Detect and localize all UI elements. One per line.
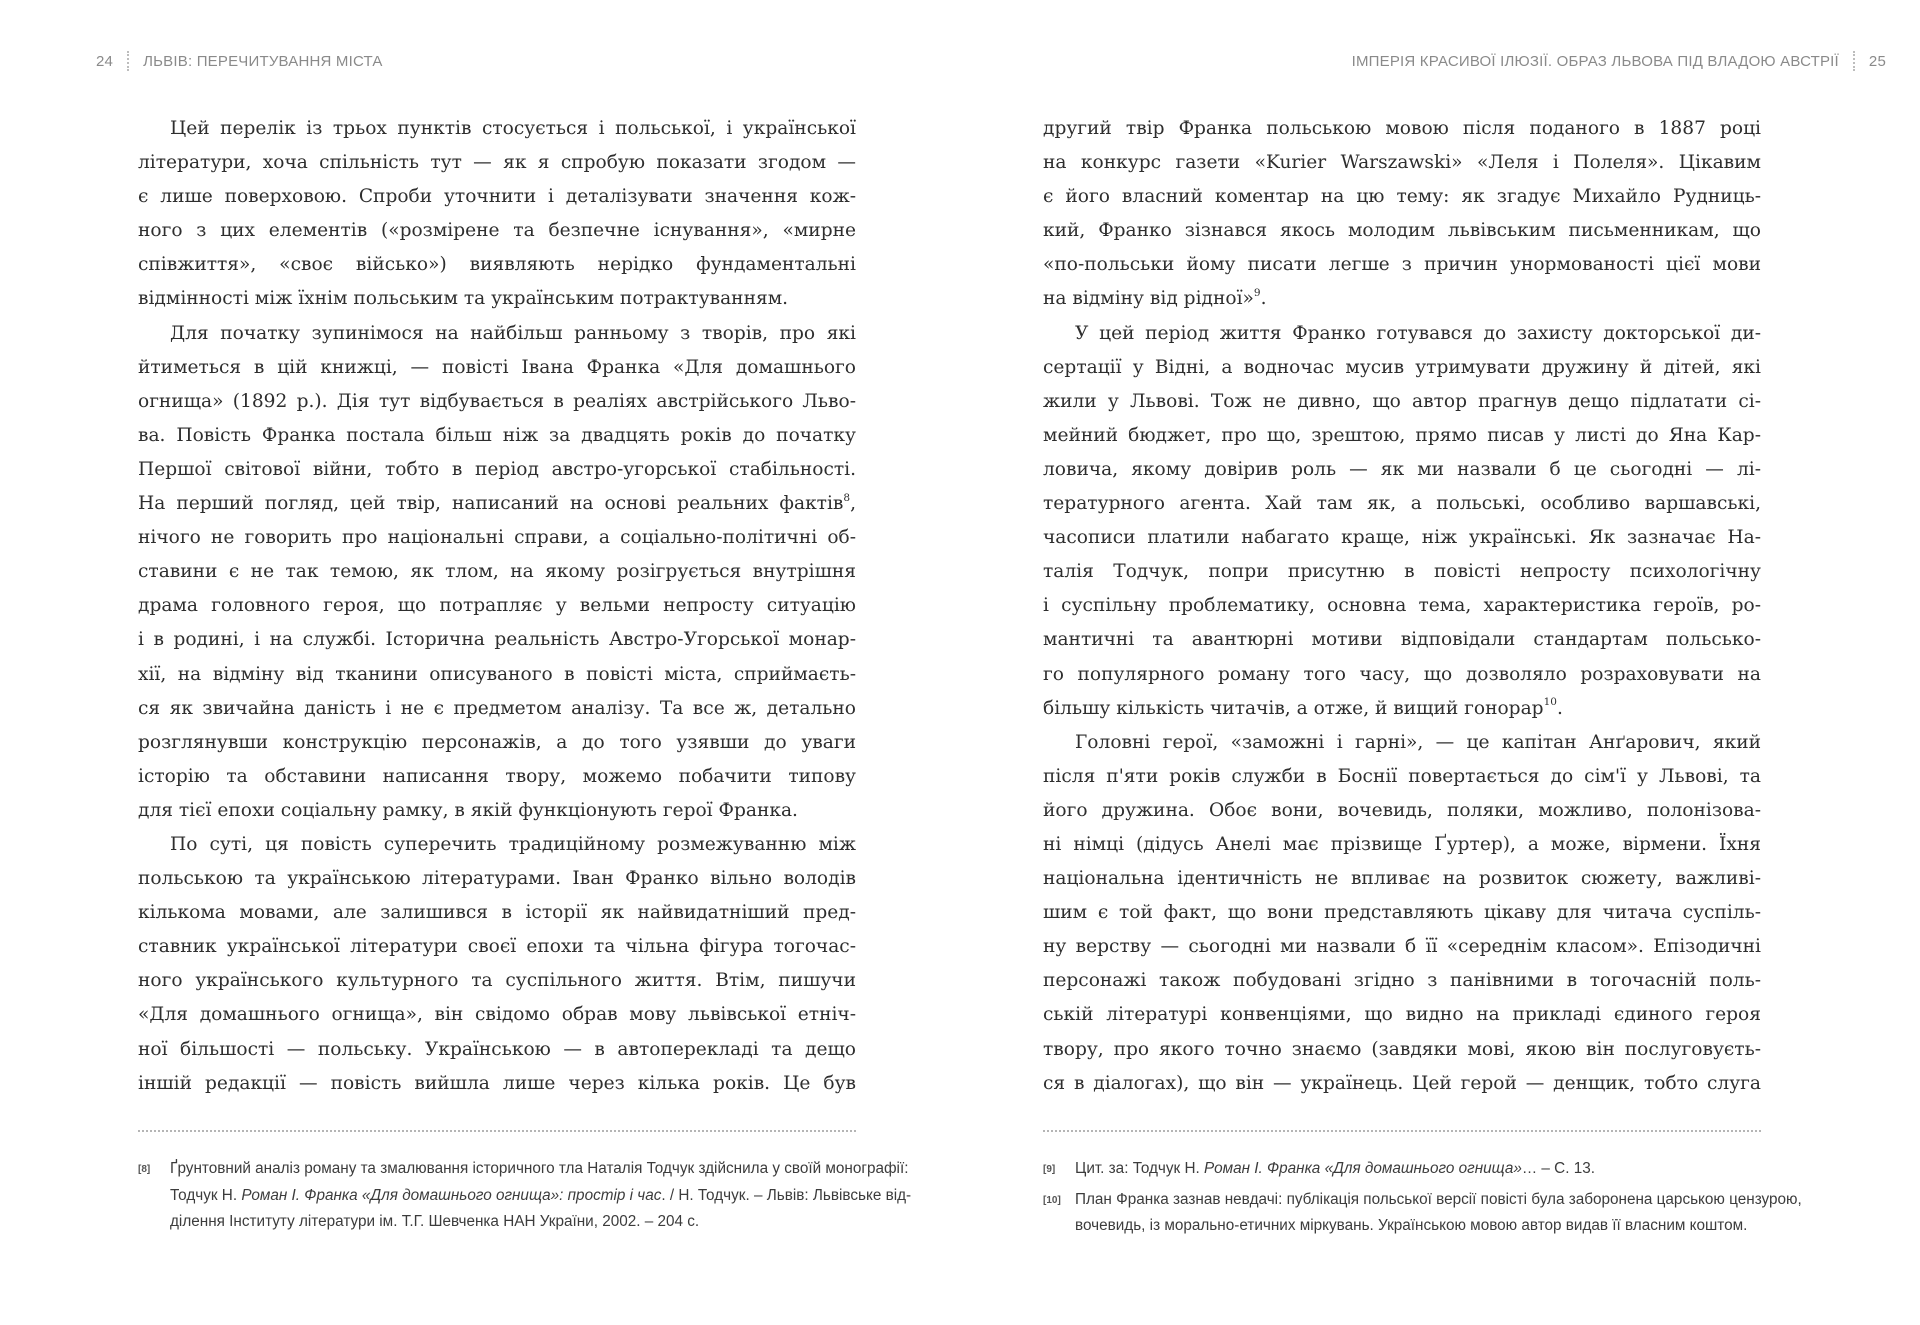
footnote-title: Роман І. Франка «Для домашнього огнища» [1204, 1160, 1522, 1177]
page-number-left: 24 [96, 52, 114, 70]
text-line: шим є той факт, що вони представляють цікаву для читача суспіль- [1043, 902, 1761, 924]
text-line: персонажі також побудовані згідно з панівними в тогочасній поль- [1043, 970, 1761, 992]
text-line: і в родині, і на службі. Історична реальність Австро-Угорської монар- [138, 629, 856, 651]
text-line: мейний бюджет, про що, зрештою, прямо писав у листі до Яна Кар- [1043, 424, 1761, 446]
footnote-divider [138, 1130, 856, 1132]
text-line: хії, на відміну від тканини описуваного в повісті міста, сприймаєть- [138, 663, 856, 685]
footnote-text: … – С. 13. [1521, 1160, 1595, 1177]
text-line: жили у Львові. Тож не дивно, що автор прагнув дещо підлатати сі- [1043, 390, 1761, 412]
text-line: ся як звичайна даність і не є предметом аналізу. Та все ж, детально [138, 697, 856, 719]
text-line: кий, Франко зізнався якось молодим львівським письменникам, що [1043, 220, 1761, 242]
text-line: огнища» (1892 р.). Дія тут відбувається в реаліях австрійського Льво- [138, 390, 856, 412]
footnote-author: Тодчук Н. [170, 1186, 242, 1204]
text-line: Головні герої, «заможні і гарні», — це капітан Анґарович, який [1075, 731, 1761, 753]
text-line: йтиметься в цій книжці, — повісті Івана Франка «Для домашнього [138, 356, 856, 378]
running-head-title-right: ІМПЕРІЯ КРАСИВОЇ ІЛЮЗІЇ. ОБРАЗ ЛЬВОВА ПІД ВЛАДОЮ АВСТРІЇ [1351, 52, 1839, 70]
text-line: національна ідентичність не впливає на розвиток сюжету, важливі- [1043, 868, 1761, 890]
footnote-line: вочевидь, із морально-етичних міркувань. Українською мовою автор видав її власним коштом. [1075, 1217, 1748, 1234]
text-line: ного з цих елементів («розмірене та безпечне існування», «мирне [138, 220, 856, 242]
text-line: його дружина. Обоє вони, вочевидь, поляки, можливо, полонізова- [1043, 799, 1761, 821]
text-line: другий твір Франка польською мовою після поданого в 1887 році [1043, 118, 1761, 139]
footnote-line [1075, 1156, 1761, 1183]
footnote-text: . / Н. Тодчук. – Львів: Львівське від- [661, 1186, 912, 1204]
text-line: мантичні та авантюрні мотиви відповідали стандартам польсько- [1043, 629, 1761, 651]
right-running-head [1352, 51, 1886, 71]
footnote-line: ділення Інституту літератури ім. Т.Г. Шевченка НАН України, 2002. – 204 с. [170, 1213, 700, 1230]
text-line-with-ref: На перший погляд, цей твір, написаний на основі реальних фактів$^8$, [138, 491, 856, 515]
footnote-number: [9] [1043, 1164, 1056, 1175]
text-line: історію та обставини написання твору, можемо побачити типову [138, 765, 856, 787]
text-line: ся в діалогах), що він — українець. Цей герой — денщик, тобто слуга [1043, 1072, 1761, 1094]
text-line: ставини є не так темою, як тлом, на якому розігрується внутрішня [138, 561, 856, 583]
left-body-text [138, 112, 856, 1101]
text-line: драма головного героя, що потрапляє у вельми непросту ситуацію [138, 595, 856, 617]
text-line: ставник української літератури своєї епохи та чільна фігура тогочас- [138, 936, 856, 958]
text-line: розглянувши конструкцію персонажів, а до того узявши до уваги [138, 731, 856, 753]
text-line: і суспільну проблематику, основна тема, характеристика героїв, ро- [1043, 595, 1761, 617]
text-line: є лише поверховою. Спроби уточнити і деталізувати значення кож- [138, 186, 856, 208]
text-line: ної більшості — польську. Українською — в автоперекладі та дещо [138, 1038, 856, 1060]
text-line: го популярного роману того часу, що дозволяло розраховувати на [1043, 663, 1761, 685]
footnote-title: Роман І. Франка «Для домашнього огнища»: простір і час [241, 1186, 662, 1204]
text-line: «по-польськи йому писати легше з причин унормованості цієї мови [1043, 254, 1761, 276]
text-line: після п'яти років служби в Боснії повертається до сім'ї у Львові, та [1043, 765, 1761, 787]
footnote-number: [10] [1043, 1194, 1061, 1206]
footnote-line: План Франка зазнав невдачі: публікація польської версії повісті була заборонена царською цензурою, [1075, 1190, 1802, 1208]
text-line: часописи платили набагато краще, ніж українські. Як зазначає На- [1043, 527, 1761, 549]
text-line: відмінності між їхнім польським та українським потрактуванням. [138, 288, 789, 310]
text-line: співжиття», «своє військо») виявляють нерідко фундаментальні [138, 254, 856, 276]
footnote-number: [8] [138, 1164, 151, 1175]
text-line: нічого не говорить про національні справи, а соціально-політичні об- [138, 527, 856, 549]
text-line: кількома мовами, але залишився в історії як найвидатніший пред- [138, 902, 856, 924]
text-line-with-ref: більшу кількість читачів, а отже, й вищий гонорар$^{10}$. [1043, 696, 1563, 719]
text-line: твору, про якого точно знаємо (завдяки мові, якою він послуговуєть- [1043, 1038, 1761, 1060]
text-line-with-ref: на відміну від рідної»$^9$. [1043, 287, 1267, 310]
text-line: більшу кількість читачів, а отже, й вищий гонорар [1043, 697, 1544, 719]
right-page [960, 0, 1920, 1325]
left-running-head [96, 51, 383, 71]
text-line: ну верству — сьогодні ми назвали б її «середнім класом». Епізодичні [1043, 936, 1761, 958]
text-line: Для початку зупинімося на найбільш ранньому з творів, про які [170, 322, 856, 344]
text-line: на відміну від рідної» [1043, 288, 1254, 310]
text-line: на конкурс газети «Kurier Warszawski» «Леля і Полеля». Цікавим [1043, 152, 1761, 174]
text-line: для тієї епохи соціальну рамку, в якій функціонують герої Франка. [138, 799, 798, 821]
text-line: У цей період життя Франко готувався до захисту докторської ди- [1075, 322, 1761, 344]
text-line: ні німці (дідусь Анелі має прізвище Ґуртер), а може, вірмени. Їхня [1043, 833, 1761, 855]
footnote-ref: 9 [1253, 287, 1261, 300]
footnote-line [170, 1183, 912, 1210]
footnote-text: Цит. за: Тодчук Н. [1075, 1160, 1205, 1177]
footnote-ref: 10 [1543, 696, 1557, 709]
page-number-right: 25 [1868, 52, 1886, 70]
text-line: талія Тодчук, попри присутню в повісті непросту психологічну [1043, 561, 1761, 583]
header-separator [1853, 51, 1855, 71]
footnote-divider [1043, 1130, 1761, 1132]
text-line: є його власний коментар на цю тему: як згадує Михайло Рудниць- [1043, 186, 1761, 208]
footnote-line: Ґрунтовний аналіз роману та змалювання історичного тла Наталія Тодчук здійснила у своїй монографії: [170, 1160, 909, 1177]
footnote [138, 1156, 912, 1236]
text-line: «Для домашнього огнища», він свідомо обрав мову львівської етніч- [138, 1004, 856, 1026]
text-line: ській літературі конвенціями, що видно на прикладі єдиного героя [1043, 1004, 1761, 1026]
text-line: Цей перелік із трьох пунктів стосується і польської, і української [170, 118, 856, 139]
running-head-title-left: ЛЬВІВ: ПЕРЕЧИТУВАННЯ МІСТА [143, 52, 383, 70]
text-line: сертації у Відні, а водночас мусив утримувати дружину й дітей, які [1043, 356, 1761, 378]
header-separator [127, 51, 129, 71]
footnote-ref: 8 [843, 491, 851, 504]
text-line: іншій редакції — повість вийшла лише через кілька років. Це був [138, 1072, 856, 1094]
footnote [1043, 1156, 1761, 1183]
text-line: Першої світової війни, тобто в період австро-угорської стабільності. [138, 458, 856, 480]
text-line: По суті, ця повість суперечить традиційному розмежуванню між [170, 833, 856, 855]
footnote [1043, 1187, 1802, 1240]
text-line: літератури, хоча спільність тут — як я спробую показати згодом — [138, 152, 856, 174]
text-line: ва. Повість Франка постала більш ніж за двадцять років до початку [138, 424, 856, 446]
text-line: польською та українською літературами. Іван Франко вільно володів [138, 868, 856, 890]
text-line: На перший погляд, цей твір, написаний на основі реальних фактів [138, 493, 844, 515]
left-footnotes [138, 1156, 912, 1240]
text-line: ловича, якому довірив роль — як ми назвали б це сьогодні — лі- [1043, 458, 1761, 480]
text-line: тературного агента. Хай там як, а польські, особливо варшавські, [1043, 493, 1761, 515]
right-footnotes [1043, 1156, 1802, 1244]
right-body-text [1043, 112, 1761, 1101]
text-line: ного українського культурного та суспільного життя. Втім, пишучи [138, 970, 856, 992]
